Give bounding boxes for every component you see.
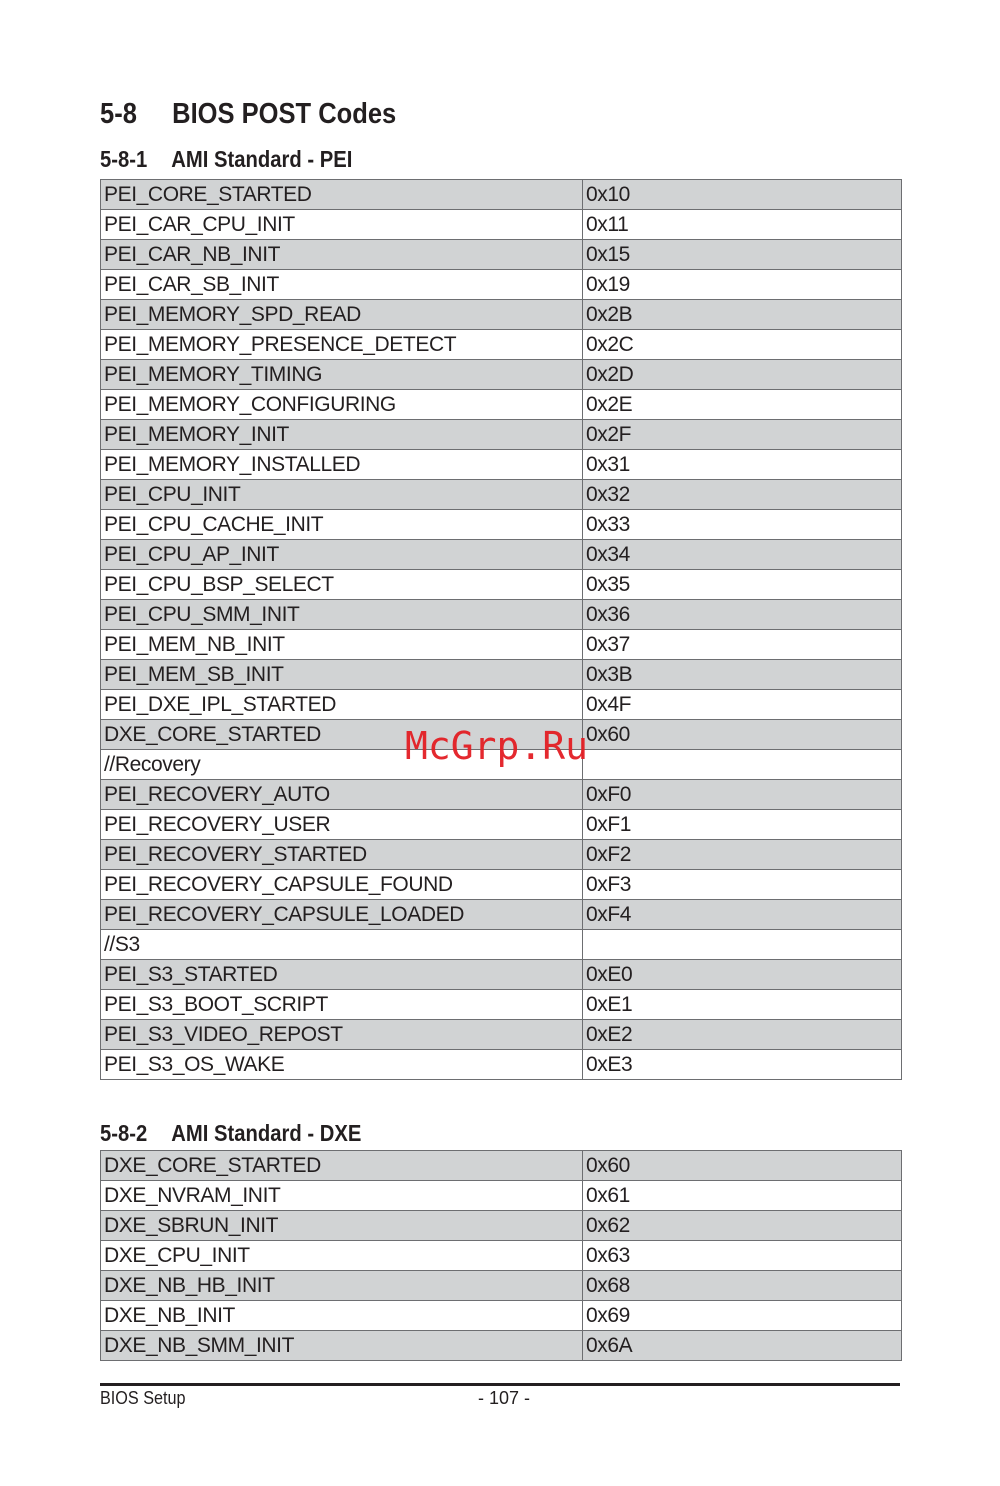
- post-code-value: 0xE1: [583, 990, 902, 1020]
- table-row: [101, 600, 902, 630]
- page-heading: [100, 98, 396, 131]
- table-row: [101, 660, 902, 690]
- table-row: [101, 810, 902, 840]
- post-code-value: 0x3B: [583, 660, 902, 690]
- post-code-value: 0x2F: [583, 420, 902, 450]
- post-code-name: //Recovery: [101, 750, 583, 780]
- post-code-name: PEI_S3_VIDEO_REPOST: [101, 1020, 583, 1050]
- table-row: [101, 870, 902, 900]
- post-code-value: 0x69: [583, 1301, 902, 1331]
- post-code-name: DXE_NB_INIT: [101, 1301, 583, 1331]
- table-row: [101, 480, 902, 510]
- table-row: [101, 270, 902, 300]
- table-row: [101, 960, 902, 990]
- table-row: [101, 1301, 902, 1331]
- table-row: [101, 540, 902, 570]
- post-code-name: DXE_CORE_STARTED: [101, 1151, 583, 1181]
- footer-page-number: - 107 -: [478, 1388, 531, 1408]
- post-code-value: 0x10: [583, 180, 902, 210]
- post-code-value: 0x60: [583, 1151, 902, 1181]
- post-code-name: PEI_MEMORY_INIT: [101, 420, 583, 450]
- post-code-value: 0x36: [583, 600, 902, 630]
- pei-post-code-table: [100, 179, 902, 1080]
- post-code-name: PEI_MEM_SB_INIT: [101, 660, 583, 690]
- dxe-section-number: 5-8-2: [100, 1120, 148, 1146]
- post-code-value: 0x32: [583, 480, 902, 510]
- post-code-value: 0x11: [583, 210, 902, 240]
- post-code-value: 0xF1: [583, 810, 902, 840]
- table-row: [101, 1050, 902, 1080]
- post-code-name: PEI_MEMORY_INSTALLED: [101, 450, 583, 480]
- table-row: [101, 570, 902, 600]
- post-code-value: 0x37: [583, 630, 902, 660]
- table-row: [101, 1211, 902, 1241]
- post-code-value: [583, 930, 902, 960]
- watermark-text: McGrp.Ru: [405, 724, 589, 768]
- post-code-name: DXE_NVRAM_INIT: [101, 1181, 583, 1211]
- post-code-value: 0xE3: [583, 1050, 902, 1080]
- post-code-value: 0xE0: [583, 960, 902, 990]
- pei-section-heading: [100, 146, 352, 173]
- table-row: [101, 360, 902, 390]
- post-code-name: PEI_CORE_STARTED: [101, 180, 583, 210]
- post-code-value: 0x6A: [583, 1331, 902, 1361]
- table-row: [101, 330, 902, 360]
- post-code-value: 0x2B: [583, 300, 902, 330]
- post-code-value: [583, 750, 902, 780]
- table-row: [101, 1241, 902, 1271]
- post-code-value: 0x15: [583, 240, 902, 270]
- post-code-name: PEI_MEMORY_TIMING: [101, 360, 583, 390]
- post-code-name: PEI_CAR_CPU_INIT: [101, 210, 583, 240]
- post-code-name: PEI_CAR_SB_INIT: [101, 270, 583, 300]
- post-code-value: 0x62: [583, 1211, 902, 1241]
- post-code-name: PEI_CPU_BSP_SELECT: [101, 570, 583, 600]
- table-row: [101, 780, 902, 810]
- table-row: [101, 450, 902, 480]
- post-code-value: 0xF0: [583, 780, 902, 810]
- table-row: [101, 900, 902, 930]
- post-code-value: 0xF2: [583, 840, 902, 870]
- dxe-table-body: [101, 1151, 902, 1361]
- table-row: [101, 1020, 902, 1050]
- post-code-name: PEI_RECOVERY_STARTED: [101, 840, 583, 870]
- post-code-name: PEI_CPU_CACHE_INIT: [101, 510, 583, 540]
- post-code-name: DXE_NB_HB_INIT: [101, 1271, 583, 1301]
- post-code-name: PEI_RECOVERY_CAPSULE_LOADED: [101, 900, 583, 930]
- post-code-name: PEI_RECOVERY_AUTO: [101, 780, 583, 810]
- post-code-name: PEI_S3_STARTED: [101, 960, 583, 990]
- table-row: [101, 990, 902, 1020]
- dxe-section-title: AMI Standard - DXE: [171, 1120, 362, 1146]
- post-code-name: PEI_S3_OS_WAKE: [101, 1050, 583, 1080]
- footer-divider: [100, 1383, 900, 1386]
- table-row: [101, 300, 902, 330]
- post-code-name: PEI_CPU_SMM_INIT: [101, 600, 583, 630]
- post-code-name: PEI_CPU_INIT: [101, 480, 583, 510]
- table-row: [101, 210, 902, 240]
- post-code-value: 0x2C: [583, 330, 902, 360]
- table-row: [101, 1181, 902, 1211]
- post-code-value: 0x35: [583, 570, 902, 600]
- post-code-value: 0x60: [583, 720, 902, 750]
- table-row: [101, 690, 902, 720]
- dxe-post-code-table: [100, 1150, 902, 1361]
- table-row: [101, 1151, 902, 1181]
- post-code-value: 0x33: [583, 510, 902, 540]
- post-code-name: PEI_MEMORY_CONFIGURING: [101, 390, 583, 420]
- heading-number: 5-8: [100, 98, 137, 130]
- pei-section-title: AMI Standard - PEI: [171, 146, 353, 172]
- post-code-name: PEI_CPU_AP_INIT: [101, 540, 583, 570]
- post-code-value: 0x63: [583, 1241, 902, 1271]
- post-code-value: 0xE2: [583, 1020, 902, 1050]
- post-code-name: PEI_RECOVERY_CAPSULE_FOUND: [101, 870, 583, 900]
- post-code-name: //S3: [101, 930, 583, 960]
- post-code-name: DXE_NB_SMM_INIT: [101, 1331, 583, 1361]
- table-row: [101, 1271, 902, 1301]
- post-code-value: 0x68: [583, 1271, 902, 1301]
- post-code-value: 0x2E: [583, 390, 902, 420]
- post-code-value: 0xF4: [583, 900, 902, 930]
- post-code-value: 0xF3: [583, 870, 902, 900]
- post-code-value: 0x4F: [583, 690, 902, 720]
- post-code-name: PEI_S3_BOOT_SCRIPT: [101, 990, 583, 1020]
- post-code-name: PEI_MEMORY_PRESENCE_DETECT: [101, 330, 583, 360]
- post-code-name: PEI_DXE_IPL_STARTED: [101, 690, 583, 720]
- post-code-value: 0x2D: [583, 360, 902, 390]
- table-row: [101, 390, 902, 420]
- post-code-name: DXE_CPU_INIT: [101, 1241, 583, 1271]
- table-row: [101, 630, 902, 660]
- table-row: [101, 840, 902, 870]
- dxe-section-heading: [100, 1120, 361, 1147]
- table-row: [101, 930, 902, 960]
- table-row: [101, 240, 902, 270]
- post-code-value: 0x61: [583, 1181, 902, 1211]
- heading-title: BIOS POST Codes: [172, 98, 397, 130]
- post-code-name: DXE_SBRUN_INIT: [101, 1211, 583, 1241]
- post-code-value: 0x34: [583, 540, 902, 570]
- post-code-name: DXE_CORE_STARTED: [101, 720, 583, 750]
- post-code-name: PEI_CAR_NB_INIT: [101, 240, 583, 270]
- table-row: [101, 420, 902, 450]
- post-code-name: PEI_RECOVERY_USER: [101, 810, 583, 840]
- post-code-name: PEI_MEMORY_SPD_READ: [101, 300, 583, 330]
- table-row: [101, 1331, 902, 1361]
- table-row: [101, 510, 902, 540]
- post-code-name: PEI_MEM_NB_INIT: [101, 630, 583, 660]
- pei-table-body: [101, 180, 902, 1080]
- post-code-value: 0x19: [583, 270, 902, 300]
- footer-section-label: BIOS Setup: [100, 1388, 186, 1408]
- table-row: [101, 180, 902, 210]
- post-code-value: 0x31: [583, 450, 902, 480]
- pei-section-number: 5-8-1: [100, 146, 148, 172]
